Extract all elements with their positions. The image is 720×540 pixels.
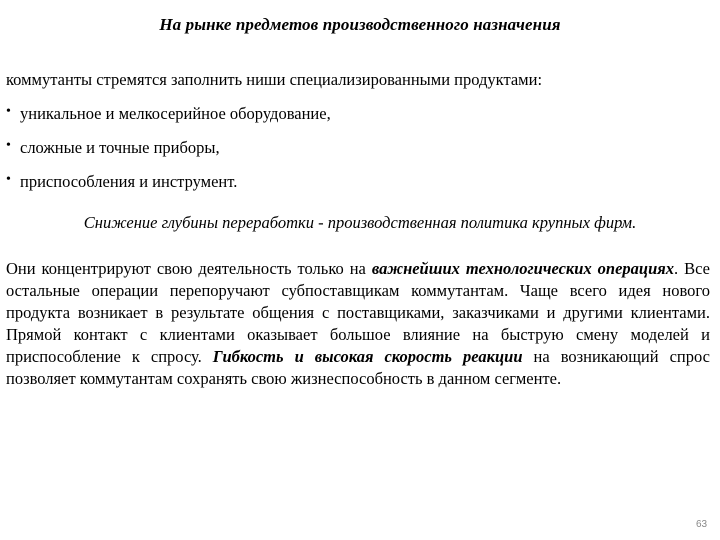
intro-text: коммутанты стремятся заполнить ниши специализированными продуктами: [6, 70, 543, 89]
bullet-text: уникальное и мелкосерийное оборудование, [20, 104, 331, 123]
bullet-icon: • [6, 138, 11, 153]
bullet-item [6, 138, 331, 172]
bullet-icon: • [6, 104, 11, 119]
paragraph-text: на возникающий спрос позволяет коммутантам сохранять свою жизнеспособность в данном сегменте. [6, 347, 710, 388]
bullet-item [6, 172, 331, 206]
subtitle: Снижение глубины переработки - производственная политика крупных фирм. [83, 213, 637, 232]
bullet-item [6, 104, 331, 138]
bullet-text: приспособления и инструмент. [20, 172, 238, 191]
bullet-list [6, 104, 331, 206]
paragraph-text: Они концентрируют свою деятельность только на [6, 259, 372, 278]
paragraph-text: . Все остальные операции перепоручают субпоставщикам коммутантам. Чаще всего идея нового продукта возникает в результате общения с поставщиками, заказчиками и другими клиентами. Прямой контакт с клиентами оказывает большое влияние на быструю смену моделей и приспособление к спросу. [6, 259, 710, 366]
slide-title: На рынке предметов производственного назначения [159, 15, 561, 34]
page-number: 63 [696, 519, 708, 530]
body-paragraph [6, 258, 710, 390]
emphasis-text: Гибкость и высокая скорость реакции [212, 347, 523, 366]
bullet-icon: • [6, 172, 11, 187]
bullet-text: сложные и точные приборы, [20, 138, 220, 157]
emphasis-text: важнейших технологических операциях [371, 259, 675, 278]
